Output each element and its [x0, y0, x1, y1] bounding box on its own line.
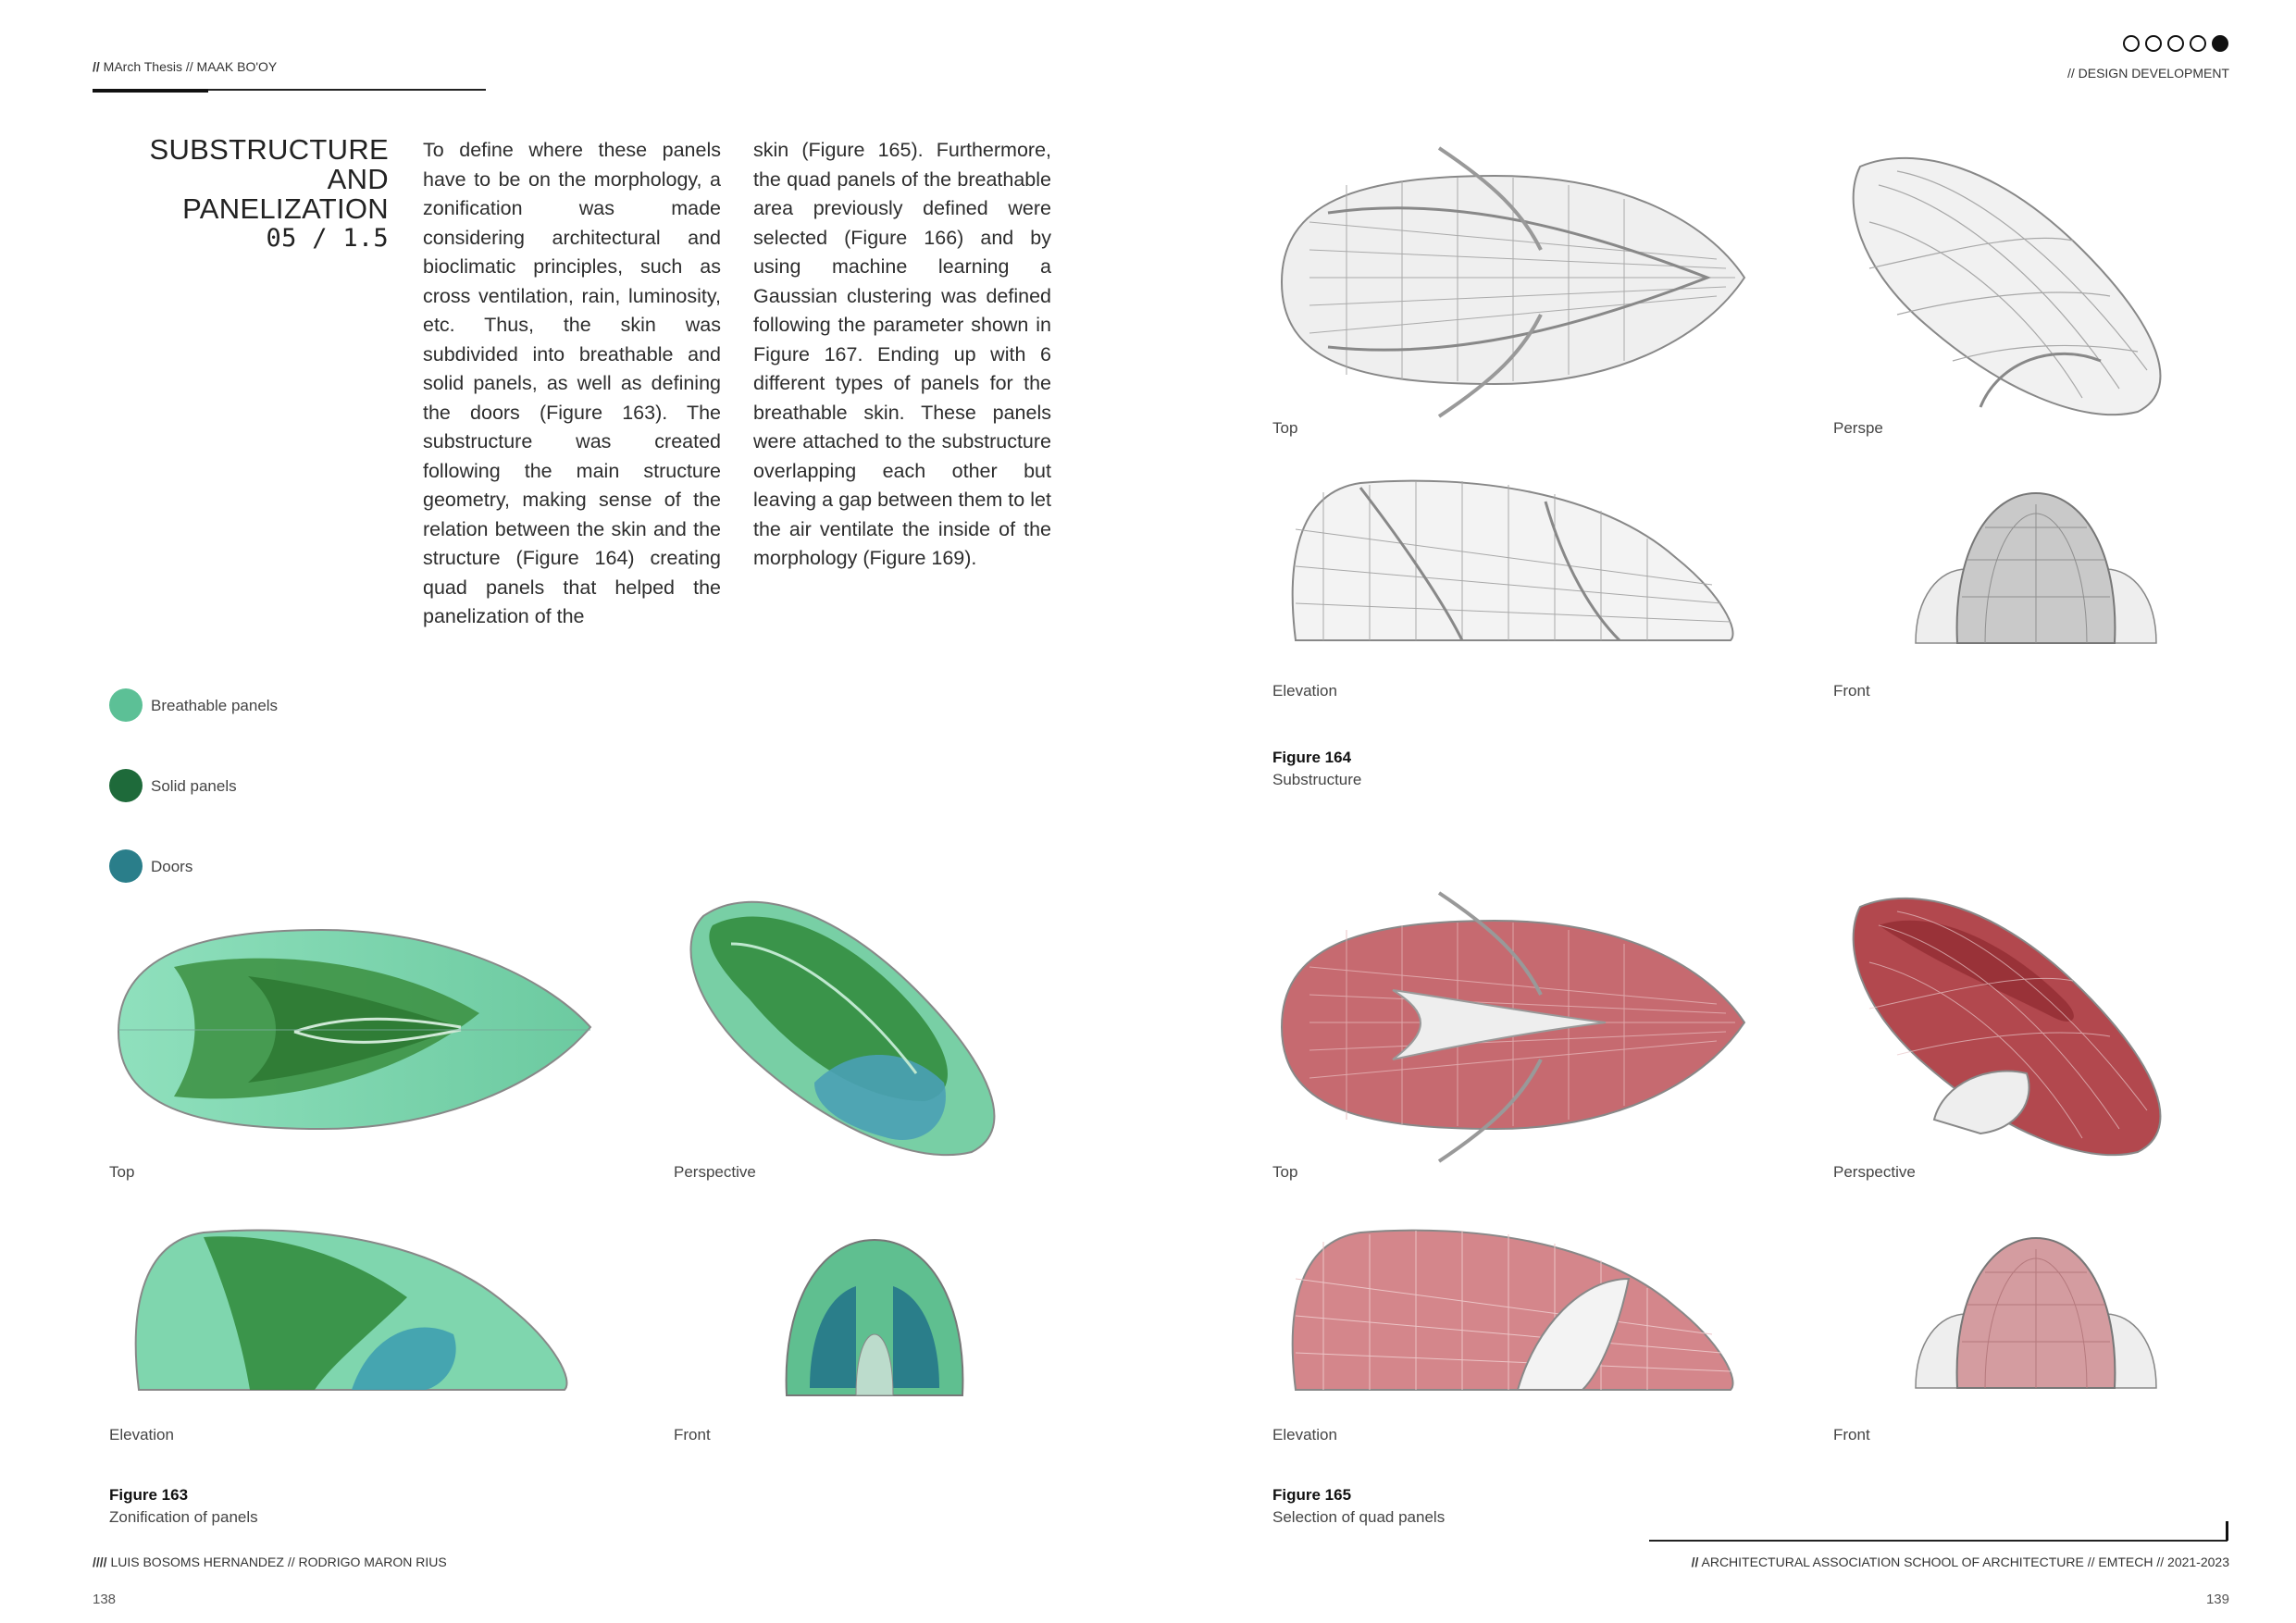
fig163-number: Figure 163: [109, 1486, 189, 1504]
section-title-line1: SUBSTRUCTURE AND: [149, 133, 389, 195]
footer-rule: [1649, 1540, 2228, 1542]
header-left: [93, 59, 277, 74]
footer-rule-tick: [2226, 1521, 2228, 1541]
section-title-line2: PANELIZATION: [182, 192, 389, 225]
thesis-title: MArch Thesis // MAAK BO'OY: [103, 59, 278, 74]
progress-dots: [2123, 35, 2228, 52]
progress-dot: [2167, 35, 2184, 52]
header-left-marker: //: [93, 59, 100, 74]
page-number-left: 138: [93, 1592, 117, 1607]
progress-dot: [2123, 35, 2140, 52]
fig164-label-elevation: Elevation: [1272, 682, 1337, 700]
progress-dot-current: [2212, 35, 2228, 52]
fig164-label-perspective: Perspe: [1833, 419, 1883, 437]
fig165-top-render: [1272, 893, 1754, 1161]
footer-left-marker: ////: [93, 1555, 107, 1569]
fig165-caption: Selection of quad panels: [1272, 1508, 1446, 1526]
legend-swatch-doors: [109, 849, 143, 883]
fig164-front-render: [1911, 486, 2161, 652]
fig165-label-elevation: Elevation: [1272, 1426, 1337, 1443]
fig163-label-front: Front: [674, 1426, 711, 1443]
fig165-label-front: Front: [1833, 1426, 1870, 1443]
section-title: [93, 135, 389, 254]
body-column-2: skin (Figure 165). Furthermore, the quad panels of the breathable area previously defined were selected (Figure 166) and by using machine learning a Gaussian clustering was defined following the parameter shown in Figure 167. Ending up with 6 different types of panels for the breathable skin. These panels were attached to the substructure overlapping each other but leaving a gap between them to let the air ventilate the inside of the morphology (Figure 169).: [753, 139, 1051, 569]
body-column-1: To define where these panels have to be on the morphology, a zonification was made considering architectural and bioclimatic principles, such as cross ventilation, rain, luminosity, etc. Thus, the skin was subdivided into breathable and solid panels, as well as defining the doors (Figure 163). The substructure was created following the main structure geometry, making sense of the relation between the skin and the structure (Figure 164) creating quad panels that helped the panelization of the: [423, 139, 721, 627]
fig163-top-render: [109, 921, 600, 1143]
fig164-label-top: Top: [1272, 419, 1298, 437]
footer-right-marker: //: [1691, 1555, 1699, 1569]
progress-dot: [2190, 35, 2206, 52]
fig165-front-render: [1911, 1231, 2161, 1397]
fig165-number: Figure 165: [1272, 1486, 1352, 1504]
fig163-perspective-render: [676, 888, 1018, 1166]
section-number: 05 / 1.5: [266, 224, 389, 253]
fig163-caption: Zonification of panels: [109, 1508, 258, 1526]
fig164-elevation-render: [1286, 474, 1749, 650]
progress-dot: [2145, 35, 2162, 52]
school-text: ARCHITECTURAL ASSOCIATION SCHOOL OF ARCHITECTURE // EMTECH // 2021-2023: [1701, 1555, 2229, 1569]
fig164-top-render: [1272, 148, 1754, 416]
fig164-label-front: Front: [1833, 682, 1870, 700]
legend-label-solid: Solid panels: [151, 777, 237, 795]
fig165-label-top: Top: [1272, 1163, 1298, 1181]
fig163-label-top: Top: [109, 1163, 135, 1181]
authors-text: LUIS BOSOMS HERNANDEZ // RODRIGO MARON RIUS: [110, 1555, 447, 1569]
fig163-elevation-render: [130, 1223, 583, 1399]
legend-label-doors: Doors: [151, 858, 193, 875]
header-rule-bold: [93, 89, 208, 93]
fig163-front-render: [782, 1231, 967, 1397]
legend-label-breathable: Breathable panels: [151, 697, 279, 714]
legend-swatch-solid: [109, 769, 143, 802]
header-rule-thin: [208, 89, 486, 91]
fig163-label-perspective: Perspective: [674, 1163, 756, 1181]
section-tag: // DESIGN DEVELOPMENT: [2066, 66, 2229, 81]
fig165-elevation-render: [1286, 1223, 1749, 1399]
footer-authors: [93, 1555, 447, 1569]
fig164-perspective-render: [1842, 148, 2184, 426]
fig163-label-elevation: Elevation: [109, 1426, 174, 1443]
footer-school: [1692, 1555, 2229, 1569]
fig164-number: Figure 164: [1272, 749, 1352, 766]
page-number-right: 139: [2205, 1592, 2229, 1607]
legend-swatch-breathable: [109, 688, 143, 722]
fig164-caption: Substructure: [1272, 771, 1362, 788]
fig165-perspective-render: [1842, 888, 2184, 1166]
fig165-label-perspective: Perspective: [1833, 1163, 1916, 1181]
